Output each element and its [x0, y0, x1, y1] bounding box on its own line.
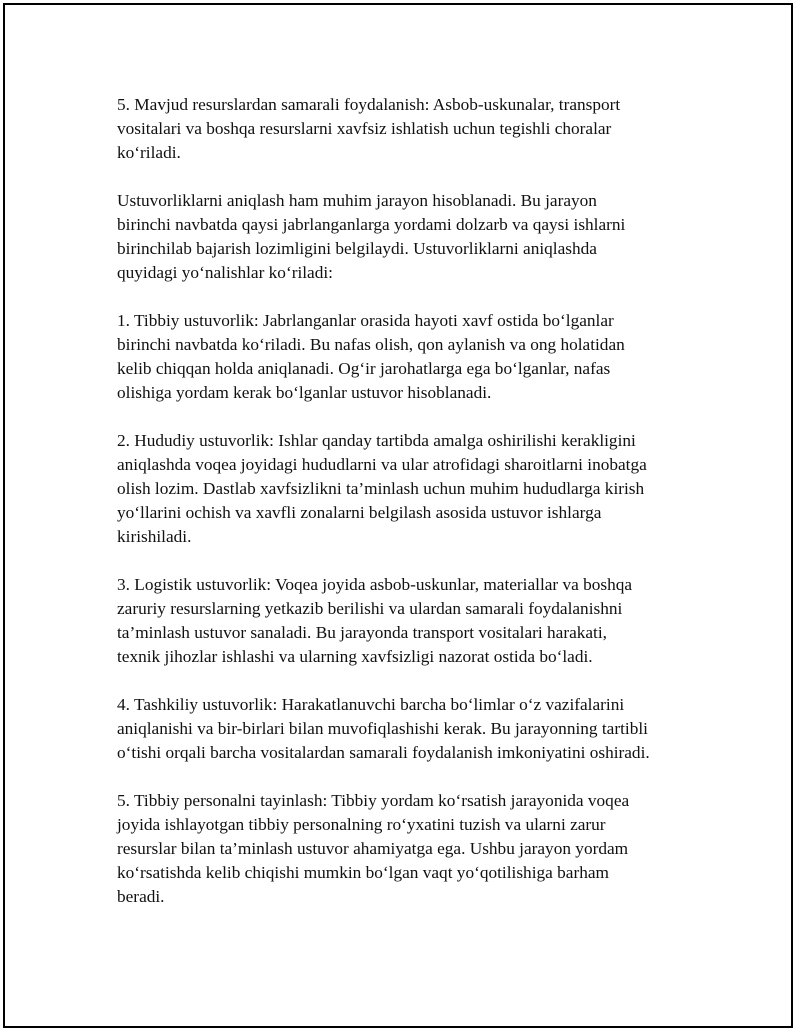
text-line: Ustuvorliklarni aniqlash ham muhim jarayon hisoblanadi. Bu jarayon [117, 191, 597, 210]
text-line: resurslar bilan ta’minlash ustuvor ahamiyatga ega. Ushbu jarayon yordam [117, 839, 629, 858]
text-line: 4. Tashkiliy ustuvorlik: Harakatlanuvchi barcha bo‘limlar o‘z vazifalarini [117, 695, 625, 714]
paragraph-logistic-priority [117, 573, 692, 669]
text-line: aniqlanishi va bir-birlari bilan muvofiqlashishi kerak. Bu jarayonning tartibli [117, 719, 648, 738]
text-line: joyida ishlayotgan tibbiy personalning ro‘yxatini tuzish va ularni zarur [117, 815, 606, 834]
text-line: quyidagi yo‘nalishlar ko‘riladi: [117, 263, 333, 282]
text-line: texnik jihozlar ishlashi va ularning xavfsizligi nazorat ostida bo‘ladi. [117, 647, 593, 666]
paragraph-organizational-priority [117, 693, 692, 765]
text-line: kelib chiqqan holda aniqlanadi. Og‘ir jarohatlarga ega bo‘lganlar, nafas [117, 359, 611, 378]
text-line: 5. Mavjud resurslardan samarali foydalanish: Asbob-uskunalar, transport [117, 95, 621, 114]
paragraph-resources [117, 93, 692, 165]
document-body [117, 93, 692, 933]
text-line: 5. Tibbiy personalni tayinlash: Tibbiy yordam ko‘rsatish jarayonida voqea [117, 791, 630, 810]
text-line: zaruriy resurslarning yetkazib berilishi va ulardan samarali foydalanishni [117, 599, 623, 618]
text-line: ko‘rsatishda kelib chiqishi mumkin bo‘lgan vaqt yo‘qotilishiga barham [117, 863, 609, 882]
paragraph-medical-personnel [117, 789, 692, 909]
text-line: 1. Tibbiy ustuvorlik: Jabrlanganlar orasida hayoti xavf ostida bo‘lganlar [117, 311, 614, 330]
text-line: kirishiladi. [117, 527, 192, 546]
text-line: olish lozim. Dastlab xavfsizlikni ta’minlash uchun muhim hududlarga kirish [117, 479, 645, 498]
text-line: aniqlashda voqea joyidagi hududlarni va ular atrofidagi sharoitlarni inobatga [117, 455, 647, 474]
paragraph-territorial-priority [117, 429, 692, 549]
text-line: beradi. [117, 887, 165, 906]
text-line: 2. Hududiy ustuvorlik: Ishlar qanday tartibda amalga oshirilishi kerakligini [117, 431, 636, 450]
text-line: birinchi navbatda ko‘riladi. Bu nafas olish, qon aylanish va ong holatidan [117, 335, 625, 354]
text-line: vositalari va boshqa resurslarni xavfsiz ishlatish uchun tegishli choralar [117, 119, 612, 138]
text-line: 3. Logistik ustuvorlik: Voqea joyida asbob-uskunlar, materiallar va boshqa [117, 575, 633, 594]
text-line: ta’minlash ustuvor sanaladi. Bu jarayonda transport vositalari harakati, [117, 623, 607, 642]
paragraph-medical-priority [117, 309, 692, 405]
text-line: birinchilab bajarish lozimligini belgilaydi. Ustuvorliklarni aniqlashda [117, 239, 597, 258]
paragraph-priorities-intro [117, 189, 692, 285]
text-line: birinchi navbatda qaysi jabrlanganlarga yordami dolzarb va qaysi ishlarni [117, 215, 626, 234]
text-line: o‘tishi orqali barcha vositalardan samarali foydalanish imkoniyatini oshiradi. [117, 743, 650, 762]
text-line: ko‘riladi. [117, 143, 181, 162]
text-line: yo‘llarini ochish va xavfli zonalarni belgilash asosida ustuvor ishlarga [117, 503, 602, 522]
text-line: olishiga yordam kerak bo‘lganlar ustuvor hisoblanadi. [117, 383, 492, 402]
